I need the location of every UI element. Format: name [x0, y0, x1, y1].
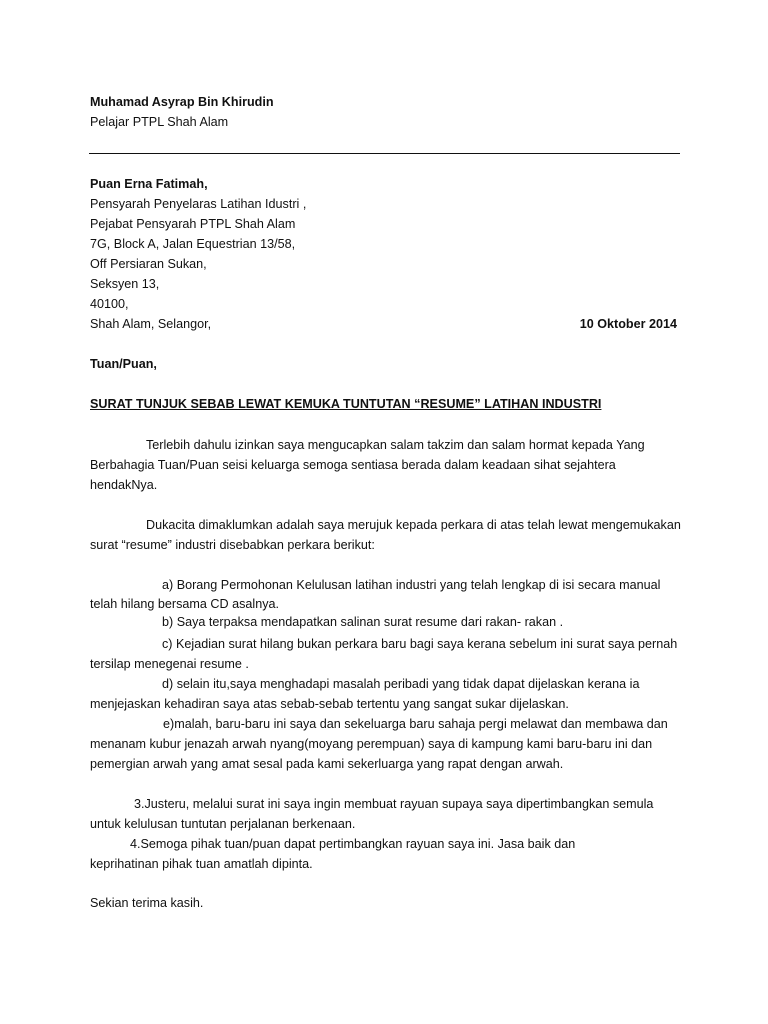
- paragraph-line: Berbahagia Tuan/Puan seisi keluarga semoga sentiasa berada dalam keadaan sihat sejahtera: [90, 458, 616, 472]
- recipient-line: Off Persiaran Sukan,: [90, 257, 207, 271]
- paragraph-line: Dukacita dimaklumkan adalah saya merujuk kepada perkara di atas telah lewat mengemukakan: [146, 518, 681, 532]
- recipient-line: Seksyen 13,: [90, 277, 160, 291]
- paragraph-line: 3.Justeru, melalui surat ini saya ingin membuat rayuan supaya saya dipertimbangkan semula: [134, 797, 654, 811]
- paragraph-line: surat “resume” industri disebabkan perkara berikut:: [90, 538, 375, 552]
- list-item: menanam kubur jenazah arwah nyang(moyang perempuan) saya di kampung kami baru-baru ini dan: [90, 737, 653, 751]
- recipient-line: Pensyarah Penyelaras Latihan Idustri ,: [90, 197, 307, 211]
- subject-line: SURAT TUNJUK SEBAB LEWAT KEMUKA TUNTUTAN “RESUME” LATIHAN INDUSTRI: [90, 397, 602, 411]
- sender-name: Muhamad Asyrap Bin Khirudin: [90, 95, 274, 109]
- paragraph-line: hendakNya.: [90, 478, 158, 492]
- list-item: c) Kejadian surat hilang bukan perkara baru bagi saya kerana sebelum ini surat saya pernah: [162, 637, 678, 651]
- list-item: tersilap menegenai resume .: [90, 657, 249, 671]
- list-item: b) Saya terpaksa mendapatkan salinan surat resume dari rakan- rakan .: [162, 615, 564, 629]
- list-item: telah hilang bersama CD asalnya.: [90, 597, 280, 611]
- list-item: a) Borang Permohonan Kelulusan latihan industri yang telah lengkap di isi secara manual: [162, 578, 661, 592]
- letter-date: 10 Oktober 2014: [579, 317, 677, 331]
- header-divider: [89, 153, 680, 154]
- sender-title: Pelajar PTPL Shah Alam: [90, 115, 229, 129]
- recipient-line: Shah Alam, Selangor,: [90, 317, 212, 331]
- salutation: Tuan/Puan,: [90, 357, 157, 371]
- paragraph-line: untuk kelulusan tuntutan perjalanan berkenaan.: [90, 817, 356, 831]
- recipient-line: 7G, Block A, Jalan Equestrian 13/58,: [90, 237, 296, 251]
- recipient-name: Puan Erna Fatimah,: [90, 177, 208, 191]
- recipient-line: 40100,: [90, 297, 129, 311]
- recipient-line: Pejabat Pensyarah PTPL Shah Alam: [90, 217, 296, 231]
- paragraph-line: keprihatinan pihak tuan amatlah dipinta.: [90, 857, 313, 871]
- list-item: pemergian arwah yang amat sesal pada kami sekerluarga yang rapat dengan arwah.: [90, 757, 564, 771]
- closing-line: Sekian terima kasih.: [90, 896, 204, 910]
- paragraph-line: 4.Semoga pihak tuan/puan dapat pertimbangkan rayuan saya ini. Jasa baik dan: [130, 837, 576, 851]
- list-item: menjejaskan kehadiran saya atas sebab-sebab tertentu yang sangat sukar dijelaskan.: [90, 697, 569, 711]
- paragraph-line: Terlebih dahulu izinkan saya mengucapkan salam takzim dan salam hormat kepada Yang: [146, 438, 645, 452]
- list-item: e)malah, baru-baru ini saya dan sekeluarga baru sahaja pergi melawat dan membawa dan: [163, 717, 668, 731]
- list-item: d) selain itu,saya menghadapi masalah peribadi yang tidak dapat dijelaskan kerana ia: [162, 677, 640, 691]
